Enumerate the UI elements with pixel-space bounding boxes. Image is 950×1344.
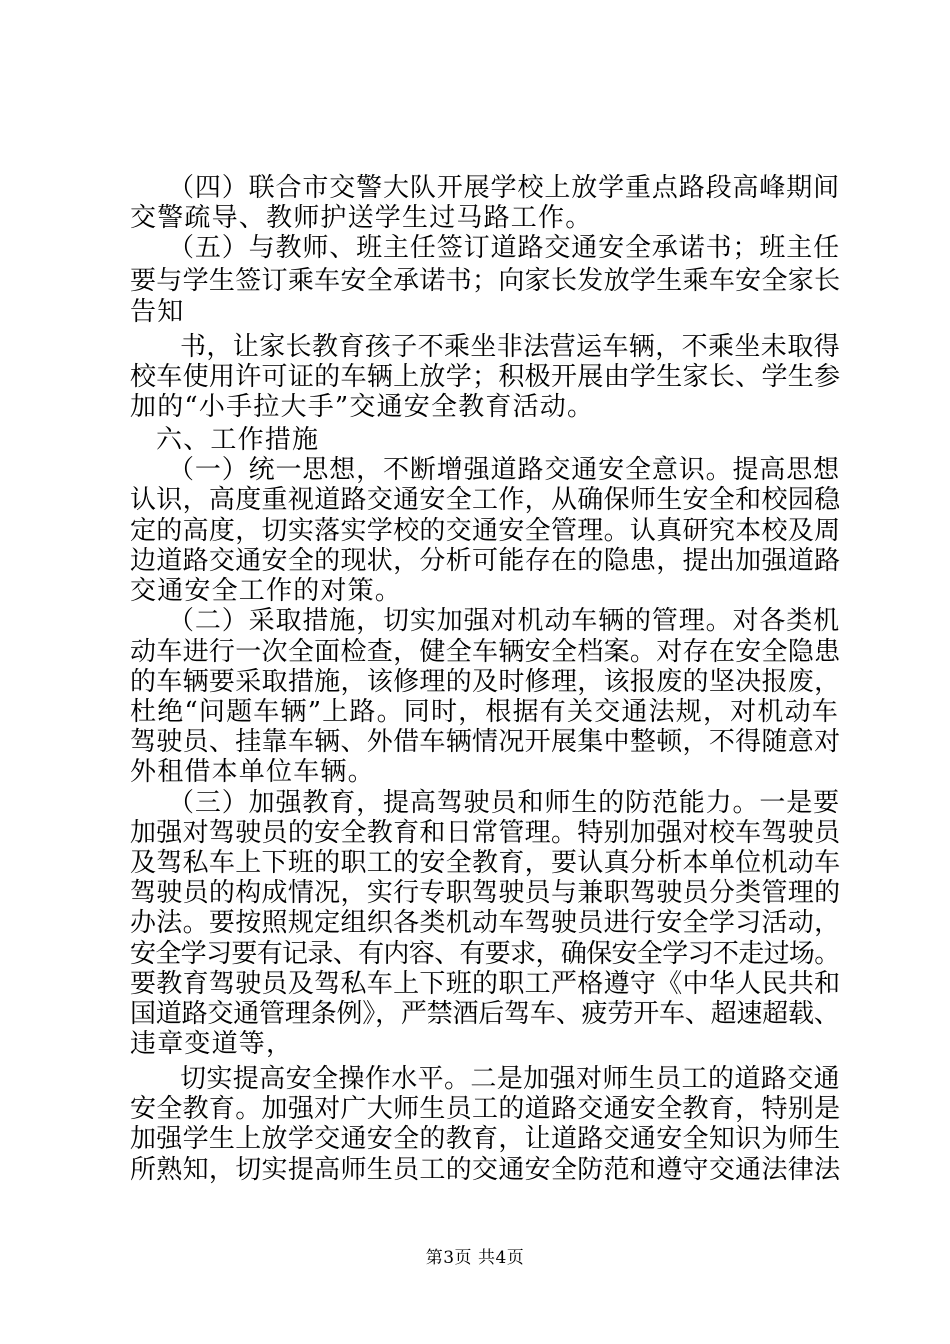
body-line: 国道路交通管理条例》，严禁酒后驾车、疲劳开车、超速超载、 <box>130 999 840 1029</box>
body-line: 动车进行一次全面检查，健全车辆安全档案。对存在安全隐患 <box>130 637 841 667</box>
body-line: 校车使用许可证的车辆上放学；积极开展由学生家长、学生参 <box>130 362 841 392</box>
body-line: 加强学生上放学交通安全的教育，让道路交通安全知识为师生 <box>130 1124 841 1154</box>
body-line: 定的高度，切实落实学校的交通安全管理。认真研究本校及周 <box>130 516 841 546</box>
body-line: 安全教育。加强对广大师生员工的道路交通安全教育，特别是 <box>130 1094 841 1124</box>
body-line: （二）采取措施，切实加强对机动车辆的管理。对各类机 <box>168 606 841 636</box>
body-line: 交警疏导、教师护送学生过马路工作。 <box>130 203 593 233</box>
body-line: （四）联合市交警大队开展学校上放学重点路段高峰期间 <box>168 173 841 203</box>
body-line: 的车辆要采取措施，该修理的及时修理，该报废的坚决报废， <box>130 667 841 697</box>
body-line: （五）与教师、班主任签订道路交通安全承诺书；班主任 <box>168 233 841 263</box>
body-line: 加的“小手拉大手”交通安全教育活动。 <box>130 392 595 422</box>
body-line: 违章变道等， <box>130 1029 294 1059</box>
body-line: 杜绝“问题车辆”上路。同时，根据有关交通法规，对机动车 <box>130 697 839 727</box>
body-line: （三）加强教育，提高驾驶员和师生的防范能力。一是要 <box>168 788 841 818</box>
body-line: 及驾私车上下班的职工的安全教育，要认真分析本单位机动车 <box>130 848 841 878</box>
body-line: 办法。要按照规定组织各类机动车驾驶员进行安全学习活动， <box>130 908 841 938</box>
body-line: 切实提高安全操作水平。二是加强对师生员工的道路交通 <box>180 1064 841 1094</box>
body-line: 要教育驾驶员及驾私车上下班的职工严格遵守《中华人民共和 <box>130 969 841 999</box>
body-line: 告知 <box>130 297 185 327</box>
section-heading: 六、工作措施 <box>156 425 320 455</box>
page-footer <box>0 1243 950 1268</box>
body-line: 所熟知，切实提高师生员工的交通安全防范和遵守交通法律法 <box>130 1155 841 1185</box>
body-line: 外租借本单位车辆。 <box>130 757 375 787</box>
body-line: 认识，高度重视道路交通安全工作，从确保师生安全和校园稳 <box>130 485 841 515</box>
page-number-label: 第3页 共4页 <box>425 1248 525 1268</box>
body-line: 交通安全工作的对策。 <box>130 576 403 606</box>
body-line: 书，让家长教育孩子不乘坐非法营运车辆，不乘坐未取得 <box>180 332 841 362</box>
body-line: 驾驶员的构成情况，实行专职驾驶员与兼职驾驶员分类管理的 <box>130 878 841 908</box>
body-line: 安全学习要有记录、有内容、有要求，确保安全学习不走过场。 <box>130 939 840 969</box>
body-line: 驾驶员、挂靠车辆、外借车辆情况开展集中整顿，不得随意对 <box>130 727 841 757</box>
body-line: 加强对驾驶员的安全教育和日常管理。特别加强对校车驾驶员 <box>130 818 841 848</box>
body-line: （一）统一思想，不断增强道路交通安全意识。提高思想 <box>168 455 841 485</box>
body-line: 要与学生签订乘车安全承诺书；向家长发放学生乘车安全家长 <box>130 266 841 296</box>
body-line: 边道路交通安全的现状，分析可能存在的隐患，提出加强道路 <box>130 546 841 576</box>
